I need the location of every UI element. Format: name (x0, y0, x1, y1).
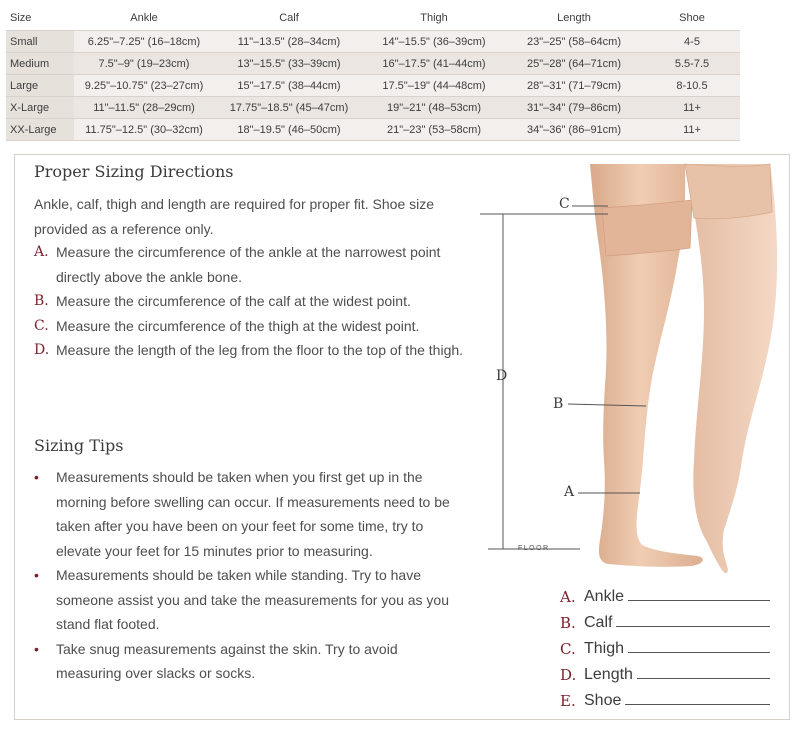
cell-thigh: 14"–15.5" (36–39cm) (364, 31, 504, 53)
list-item (34, 465, 464, 563)
tip-text: Measurements should be taken when you first get up in the morning before swelling can occur. If measurements need to be taken after you have been on your feet for some time, try to elevate your feet for 15 minutes prior to measuring. (56, 469, 450, 559)
legend-word: Length (584, 666, 633, 683)
legend-letter: D. (560, 666, 577, 684)
table-row (6, 75, 740, 97)
cell-size: Small (6, 31, 74, 53)
bullet-icon: • (34, 567, 39, 583)
cell-shoe: 11+ (644, 119, 740, 141)
legend-word: Thigh (584, 640, 625, 657)
bullet-icon: • (34, 640, 39, 657)
legend-letter: E. (560, 692, 576, 710)
list-item (560, 658, 770, 684)
blank-line (625, 704, 770, 705)
cell-thigh: 17.5"–19" (44–48cm) (364, 75, 504, 97)
step-letter: D. (34, 342, 50, 358)
step-letter: B. (34, 293, 49, 309)
list-item (34, 338, 464, 363)
step-letter: C. (34, 317, 49, 334)
list-item (34, 637, 464, 686)
header-size: Size (6, 6, 74, 31)
table-row (6, 97, 740, 119)
cell-shoe: 8-10.5 (644, 75, 740, 97)
list-item (560, 632, 770, 658)
cell-calf: 15"–17.5" (38–44cm) (214, 75, 364, 97)
size-chart-table (6, 6, 740, 141)
table-row (6, 53, 740, 75)
cell-length: 34"–36" (86–91cm) (504, 119, 644, 141)
label-a: A (564, 484, 575, 500)
list-item (34, 240, 464, 289)
header-thigh: Thigh (364, 6, 504, 31)
list-item (34, 563, 464, 637)
bullet-icon: • (34, 469, 39, 485)
legend-word: Ankle (584, 588, 625, 605)
legend-word: Shoe (584, 692, 622, 709)
directions-heading: Proper Sizing Directions (34, 162, 234, 181)
directions-intro: Ankle, calf, thigh and length are required for proper fit. Shoe size provided as a reference only. (34, 196, 435, 237)
blank-line (637, 678, 770, 679)
cell-size: Large (6, 75, 74, 97)
cell-length: 25"–28" (64–71cm) (504, 53, 644, 75)
step-text: Measure the circumference of the calf at the widest point. (56, 293, 411, 309)
header-length: Length (504, 6, 644, 31)
cell-size: Medium (6, 53, 74, 75)
cell-ankle: 11.75"–12.5" (30–32cm) (74, 119, 214, 141)
list-item (34, 314, 464, 339)
step-text: Measure the length of the leg from the floor to the top of the thigh. (56, 342, 464, 358)
table-row (6, 31, 740, 53)
cell-thigh: 19"–21" (48–53cm) (364, 97, 504, 119)
cell-calf: 13"–15.5" (33–39cm) (214, 53, 364, 75)
cell-size: X-Large (6, 97, 74, 119)
cell-thigh: 16"–17.5" (41–44cm) (364, 53, 504, 75)
cell-ankle: 6.25"–7.25" (16–18cm) (74, 31, 214, 53)
step-text: Measure the circumference of the thigh at the widest point. (56, 317, 420, 334)
legend-letter: A. (560, 588, 576, 606)
cell-ankle: 11"–11.5" (28–29cm) (74, 97, 214, 119)
legend-word: Calf (584, 614, 613, 631)
tip-text: Measurements should be taken while standing. Try to have someone assist you and take the measurements for you as you stand flat footed. (56, 567, 449, 632)
cell-calf: 18"–19.5" (46–50cm) (214, 119, 364, 141)
measurement-legend (560, 580, 770, 710)
cell-shoe: 5.5-7.5 (644, 53, 740, 75)
cell-calf: 11"–13.5" (28–34cm) (214, 31, 364, 53)
header-calf: Calf (214, 6, 364, 31)
label-b: B (553, 396, 564, 412)
blank-line (628, 652, 770, 653)
cell-length: 31"–34" (79–86cm) (504, 97, 644, 119)
list-item (34, 289, 464, 314)
cell-length: 23"–25" (58–64cm) (504, 31, 644, 53)
legend-letter: B. (560, 614, 576, 632)
blank-line (628, 600, 770, 601)
blank-line (616, 626, 770, 627)
step-text: Measure the circumference of the ankle at the narrowest point directly above the ankle bone. (56, 244, 441, 285)
label-d: D (496, 368, 508, 384)
tip-text: Take snug measurements against the skin. Try to avoid measuring over slacks or socks. (56, 640, 398, 681)
cell-thigh: 21"–23" (53–58cm) (364, 119, 504, 141)
cell-shoe: 4-5 (644, 31, 740, 53)
cell-ankle: 7.5"–9" (19–23cm) (74, 53, 214, 75)
cell-size: XX-Large (6, 119, 74, 141)
tips-list (34, 465, 464, 686)
table-row (6, 119, 740, 141)
tips-heading: Sizing Tips (34, 436, 124, 455)
list-item (560, 580, 770, 606)
step-letter: A. (34, 244, 49, 260)
label-c: C (559, 196, 570, 212)
cell-shoe: 11+ (644, 97, 740, 119)
list-item (560, 606, 770, 632)
header-shoe: Shoe (644, 6, 740, 31)
directions-steps (34, 240, 464, 363)
cell-length: 28"–31" (71–79cm) (504, 75, 644, 97)
header-ankle: Ankle (74, 6, 214, 31)
floor-label: FLOOR (518, 545, 550, 552)
list-item (560, 684, 770, 710)
cell-ankle: 9.25"–10.75" (23–27cm) (74, 75, 214, 97)
legend-letter: C. (560, 640, 576, 658)
table-header-row (6, 6, 740, 31)
cell-calf: 17.75"–18.5" (45–47cm) (214, 97, 364, 119)
